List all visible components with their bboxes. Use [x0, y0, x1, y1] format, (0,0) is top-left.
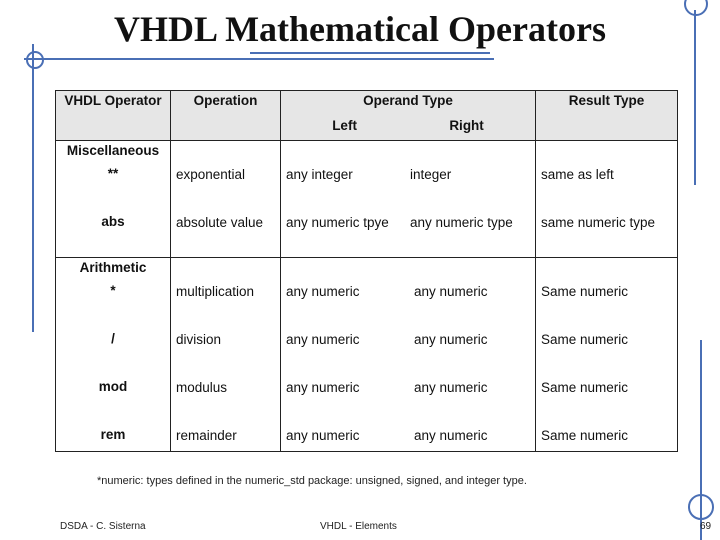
result-cell	[536, 141, 678, 258]
page-title: VHDL Mathematical Operators	[114, 9, 606, 49]
operand-right: any numeric	[414, 284, 488, 299]
header-operand-type-label: Operand Type	[363, 93, 453, 108]
operation-cell	[171, 258, 281, 452]
decor-line-left	[32, 44, 34, 332]
operator-symbol: *	[110, 283, 116, 298]
operand-cell	[281, 258, 536, 452]
operator-symbol: /	[111, 331, 115, 346]
operator-symbol: mod	[98, 379, 128, 394]
section-label: Arithmetic	[79, 260, 147, 275]
operand-left: any numeric	[286, 284, 360, 299]
operation-name: absolute value	[176, 215, 264, 230]
operation-name: exponential	[176, 167, 246, 182]
operand-left: any numeric	[286, 428, 360, 443]
operation-name: remainder	[176, 428, 237, 443]
footnote: *numeric: types defined in the numeric_std package: unsigned, signed, and integer type.	[97, 475, 527, 487]
operand-left: any integer	[286, 167, 353, 182]
header-result-type: Result Type	[536, 91, 678, 141]
header-left: Left	[332, 118, 357, 133]
header-operand-type	[281, 91, 536, 141]
operand-right: integer	[410, 167, 452, 182]
result-type: same numeric type	[541, 215, 656, 230]
operand-cell	[281, 141, 536, 258]
operand-left: any numeric	[286, 332, 360, 347]
header-right: Right	[449, 118, 484, 133]
operand-right: any numeric type	[410, 215, 513, 230]
header-operation: Operation	[171, 91, 281, 141]
operand-right: any numeric	[414, 428, 488, 443]
operators-table	[55, 90, 678, 452]
operator-symbol: abs	[101, 214, 125, 229]
result-type: Same numeric	[541, 380, 629, 395]
operator-symbol: **	[107, 166, 119, 181]
decor-line-title	[250, 52, 490, 54]
section-label: Miscellaneous	[66, 143, 160, 158]
operation-name: division	[176, 332, 222, 347]
operand-right: any numeric	[414, 332, 488, 347]
decor-circle-top-left	[26, 51, 44, 69]
operation-cell	[171, 141, 281, 258]
section-cell-arith	[56, 258, 171, 452]
operand-left: any numeric tpye	[286, 215, 389, 230]
page-number: 69	[700, 521, 712, 532]
decor-line-top	[24, 58, 494, 60]
footer-author: DSDA - C. Sisterna	[60, 521, 146, 532]
operation-name: multiplication	[176, 284, 255, 299]
operation-name: modulus	[176, 380, 228, 395]
result-type: Same numeric	[541, 284, 629, 299]
result-type: Same numeric	[541, 428, 629, 443]
decor-line-right	[694, 10, 696, 185]
operand-left: any numeric	[286, 380, 360, 395]
decor-circle-bottom-right	[688, 494, 714, 520]
decor-circle-top-right	[684, 0, 708, 16]
result-cell	[536, 258, 678, 452]
operand-right: any numeric	[414, 380, 488, 395]
footer-topic: VHDL - Elements	[320, 521, 397, 532]
result-type: Same numeric	[541, 332, 629, 347]
result-type: same as left	[541, 167, 614, 182]
header-operator: VHDL Operator	[56, 91, 171, 141]
operator-symbol: rem	[100, 427, 126, 442]
section-cell-misc	[56, 141, 171, 258]
